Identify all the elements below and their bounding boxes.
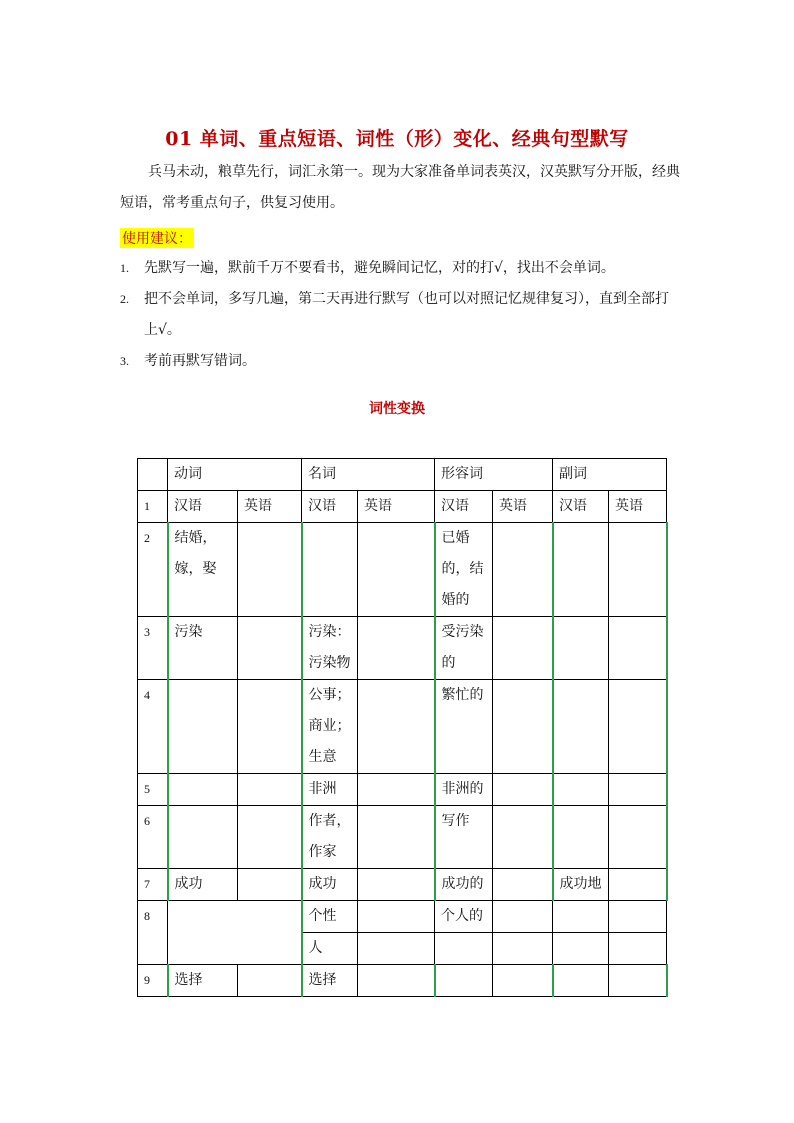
table-cell	[168, 774, 238, 806]
table-cell: 成功地	[553, 869, 609, 901]
group-noun: 名词	[302, 459, 435, 491]
table-cell	[553, 680, 609, 774]
table-cell	[168, 806, 238, 869]
table-cell: 非洲	[302, 774, 358, 806]
table-cell	[553, 806, 609, 869]
row-number: 2	[138, 523, 168, 617]
table-cell	[358, 617, 435, 680]
table-cell	[493, 680, 553, 774]
table-cell	[493, 617, 553, 680]
intro-paragraph: 兵马未动，粮草先行，词汇永第一。现为大家准备单词表英汉，汉英默写分开版，经典短语，常考重点句子，供复习使用。	[120, 164, 680, 211]
table-cell: 结婚，嫁，娶	[168, 523, 238, 617]
section-title: 词性变换	[369, 401, 425, 417]
table-cell	[553, 617, 609, 680]
row-number: 7	[138, 869, 168, 901]
table-cell	[609, 965, 667, 997]
table-cell	[238, 680, 302, 774]
table-cell	[358, 806, 435, 869]
table-cell	[358, 774, 435, 806]
group-adverb: 副词	[553, 459, 667, 491]
table-row	[138, 806, 667, 869]
table-cell	[493, 806, 553, 869]
list-item: 3. 考前再默写错词。	[120, 353, 256, 369]
table-row	[138, 680, 667, 774]
table-cell	[609, 523, 667, 617]
row-number: 8	[138, 901, 168, 965]
table-cell	[238, 774, 302, 806]
table-cell: 受污染的	[435, 617, 493, 680]
table-cell	[609, 806, 667, 869]
table-cell	[238, 806, 302, 869]
table-cell	[609, 617, 667, 680]
table-cell: 成功的	[435, 869, 493, 901]
table-cell: 已婚的，结婚的	[435, 523, 493, 617]
table-cell	[609, 774, 667, 806]
list-item: 1. 先默写一遍，默前千万不要看书，避免瞬间记忆，对的打√，找出不会单词。	[120, 260, 615, 276]
table-cell	[493, 774, 553, 806]
table-cell: 污染：污染物	[302, 617, 358, 680]
table-row	[138, 869, 667, 901]
table-cell: 成功	[168, 869, 238, 901]
table-cell	[493, 901, 553, 933]
table-cell: 非洲的	[435, 774, 493, 806]
table-cell	[238, 523, 302, 617]
table-cell: 个性	[302, 901, 358, 933]
table-row	[138, 774, 667, 806]
row-number: 4	[138, 680, 168, 774]
table-cell	[553, 965, 609, 997]
row-number: 3	[138, 617, 168, 680]
table-cell: 作者，作家	[302, 806, 358, 869]
row-number: 5	[138, 774, 168, 806]
table-cell: 个人的	[435, 901, 493, 933]
table-cell: 成功	[302, 869, 358, 901]
table-row	[138, 965, 667, 997]
table-cell	[493, 869, 553, 901]
table-cell	[435, 965, 493, 997]
table-cell	[609, 869, 667, 901]
table-subheader-row: 1 汉语 英语 汉语 英语 汉语 英语 汉语 英语	[138, 491, 667, 523]
row-number: 6	[138, 806, 168, 869]
table-cell	[553, 774, 609, 806]
table-cell: 选择	[168, 965, 238, 997]
table-cell	[493, 933, 553, 965]
table-cell: 繁忙的	[435, 680, 493, 774]
table-header-row	[138, 459, 667, 491]
table-row	[138, 901, 667, 933]
table-row	[138, 617, 667, 680]
table-cell: 选择	[302, 965, 358, 997]
table-cell	[493, 965, 553, 997]
table-cell	[358, 523, 435, 617]
table-cell	[168, 901, 302, 965]
table-cell	[358, 965, 435, 997]
group-verb: 动词	[168, 459, 302, 491]
table-cell	[358, 680, 435, 774]
table-row	[138, 523, 667, 617]
advice-list	[120, 253, 680, 377]
list-item: 2. 把不会单词，多写几遍，第二天再进行默写（也可以对照记忆规律复习），直到全部打上√。	[120, 291, 669, 338]
table-cell	[358, 933, 435, 965]
table-cell: 人	[302, 933, 358, 965]
table-cell	[168, 680, 238, 774]
table-cell	[609, 933, 667, 965]
table-cell	[435, 933, 493, 965]
page-title: 01 单词、重点短语、词性（形）变化、经典句型默写	[165, 128, 629, 150]
advice-label: 使用建议：	[120, 228, 194, 248]
table-cell: 污染	[168, 617, 238, 680]
row-number: 9	[138, 965, 168, 997]
table-cell	[609, 901, 667, 933]
table-cell	[553, 901, 609, 933]
table-cell: 写作	[435, 806, 493, 869]
group-adjective: 形容词	[435, 459, 553, 491]
table-cell	[238, 869, 302, 901]
table-cell	[553, 933, 609, 965]
table-cell	[358, 901, 435, 933]
table-cell	[553, 523, 609, 617]
table-cell	[238, 617, 302, 680]
table-cell	[358, 869, 435, 901]
table-cell	[238, 965, 302, 997]
table-cell	[302, 523, 358, 617]
table-cell	[493, 523, 553, 617]
word-form-table	[137, 458, 668, 997]
table-cell	[609, 680, 667, 774]
table-cell: 公事；商业；生意	[302, 680, 358, 774]
